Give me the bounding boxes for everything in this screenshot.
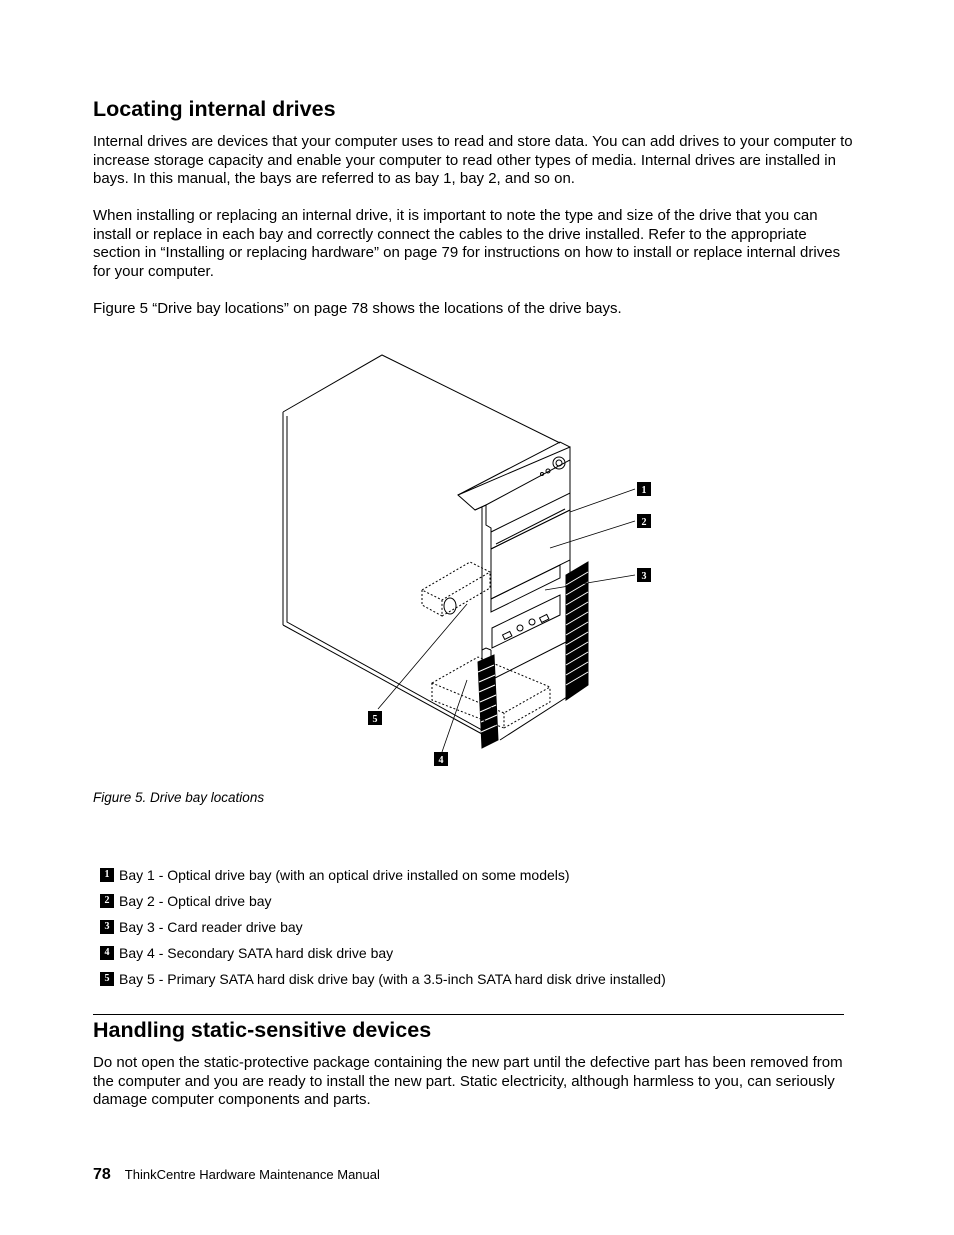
manual-title: ThinkCentre Hardware Maintenance Manual <box>124 1167 380 1182</box>
drive-bay-figure <box>270 350 660 770</box>
callout-2-label: 2 <box>641 517 647 528</box>
section-title-locating-drives: Locating internal drives <box>93 97 336 121</box>
callout-5-label: 5 <box>372 714 378 725</box>
callout-4 <box>434 752 448 766</box>
intro-paragraph: Internal drives are devices that your computer uses to read and store data. You can add drives to your computer to increase storage capacity and enable your computer to read other types of media. Internal drives are installed in bays. In this manual, the bays are referred to as bay 1, bay 2, and so on. <box>93 133 853 188</box>
legend-number-badge: 1 <box>100 868 114 882</box>
case-side-panel <box>287 416 482 730</box>
figure-caption: Figure 5. Drive bay locations <box>93 790 265 805</box>
bay-legend-list <box>100 862 666 992</box>
front-io-panel <box>492 595 560 648</box>
section-title-static-devices: Handling static-sensitive devices <box>93 1018 432 1042</box>
front-vent-right <box>566 562 588 700</box>
legend-number-badge: 3 <box>100 920 114 934</box>
static-paragraph: Do not open the static-protective package containing the new part until the defective part has been removed from the computer and you are ready to install the new part. Static electricity, although harmless to you, can seriously damage computer components and parts. <box>93 1054 843 1109</box>
figure-reference-paragraph: Figure 5 “Drive bay locations” on page 78 shows the locations of the drive bays. <box>93 300 622 317</box>
legend-text: Bay 2 - Optical drive bay <box>119 893 272 909</box>
legend-item <box>100 914 666 940</box>
callout-5 <box>368 711 382 725</box>
legend-number-badge: 5 <box>100 972 114 986</box>
callout-3 <box>637 568 651 582</box>
section-divider <box>93 1014 844 1015</box>
case-top-edge <box>283 355 560 443</box>
optical-drive-bay-2 <box>491 510 570 599</box>
legend-item <box>100 940 666 966</box>
legend-text: Bay 3 - Card reader drive bay <box>119 919 303 935</box>
callout-1-label: 1 <box>641 485 647 496</box>
front-vent-left <box>478 655 498 748</box>
legend-item <box>100 888 666 914</box>
page-number: 78 <box>93 1166 111 1183</box>
legend-text: Bay 4 - Secondary SATA hard disk drive bay <box>119 945 394 961</box>
callout-4-label: 4 <box>438 755 444 766</box>
legend-item <box>100 862 666 888</box>
page-footer <box>93 1166 380 1184</box>
legend-text: Bay 5 - Primary SATA hard disk drive bay (with a 3.5-inch SATA hard disk drive installed) <box>119 971 666 987</box>
legend-text: Bay 1 - Optical drive bay (with an optical drive installed on some models) <box>119 867 570 883</box>
legend-number-badge: 2 <box>100 894 114 908</box>
callout-2 <box>637 514 651 528</box>
callout-1 <box>637 482 651 496</box>
legend-number-badge: 4 <box>100 946 114 960</box>
installing-paragraph: When installing or replacing an internal drive, it is important to note the type and size of the drive that you can install or replace in each bay and correctly connect the cables to the drive installed. Refer to the appropriate section in “Installing or replacing hardware” on page 79 for instructions on how to install or replace internal drives for your computer. <box>93 207 841 280</box>
callout-3-label: 3 <box>641 571 647 582</box>
legend-item <box>100 966 666 992</box>
card-reader-bay-3 <box>491 565 560 612</box>
